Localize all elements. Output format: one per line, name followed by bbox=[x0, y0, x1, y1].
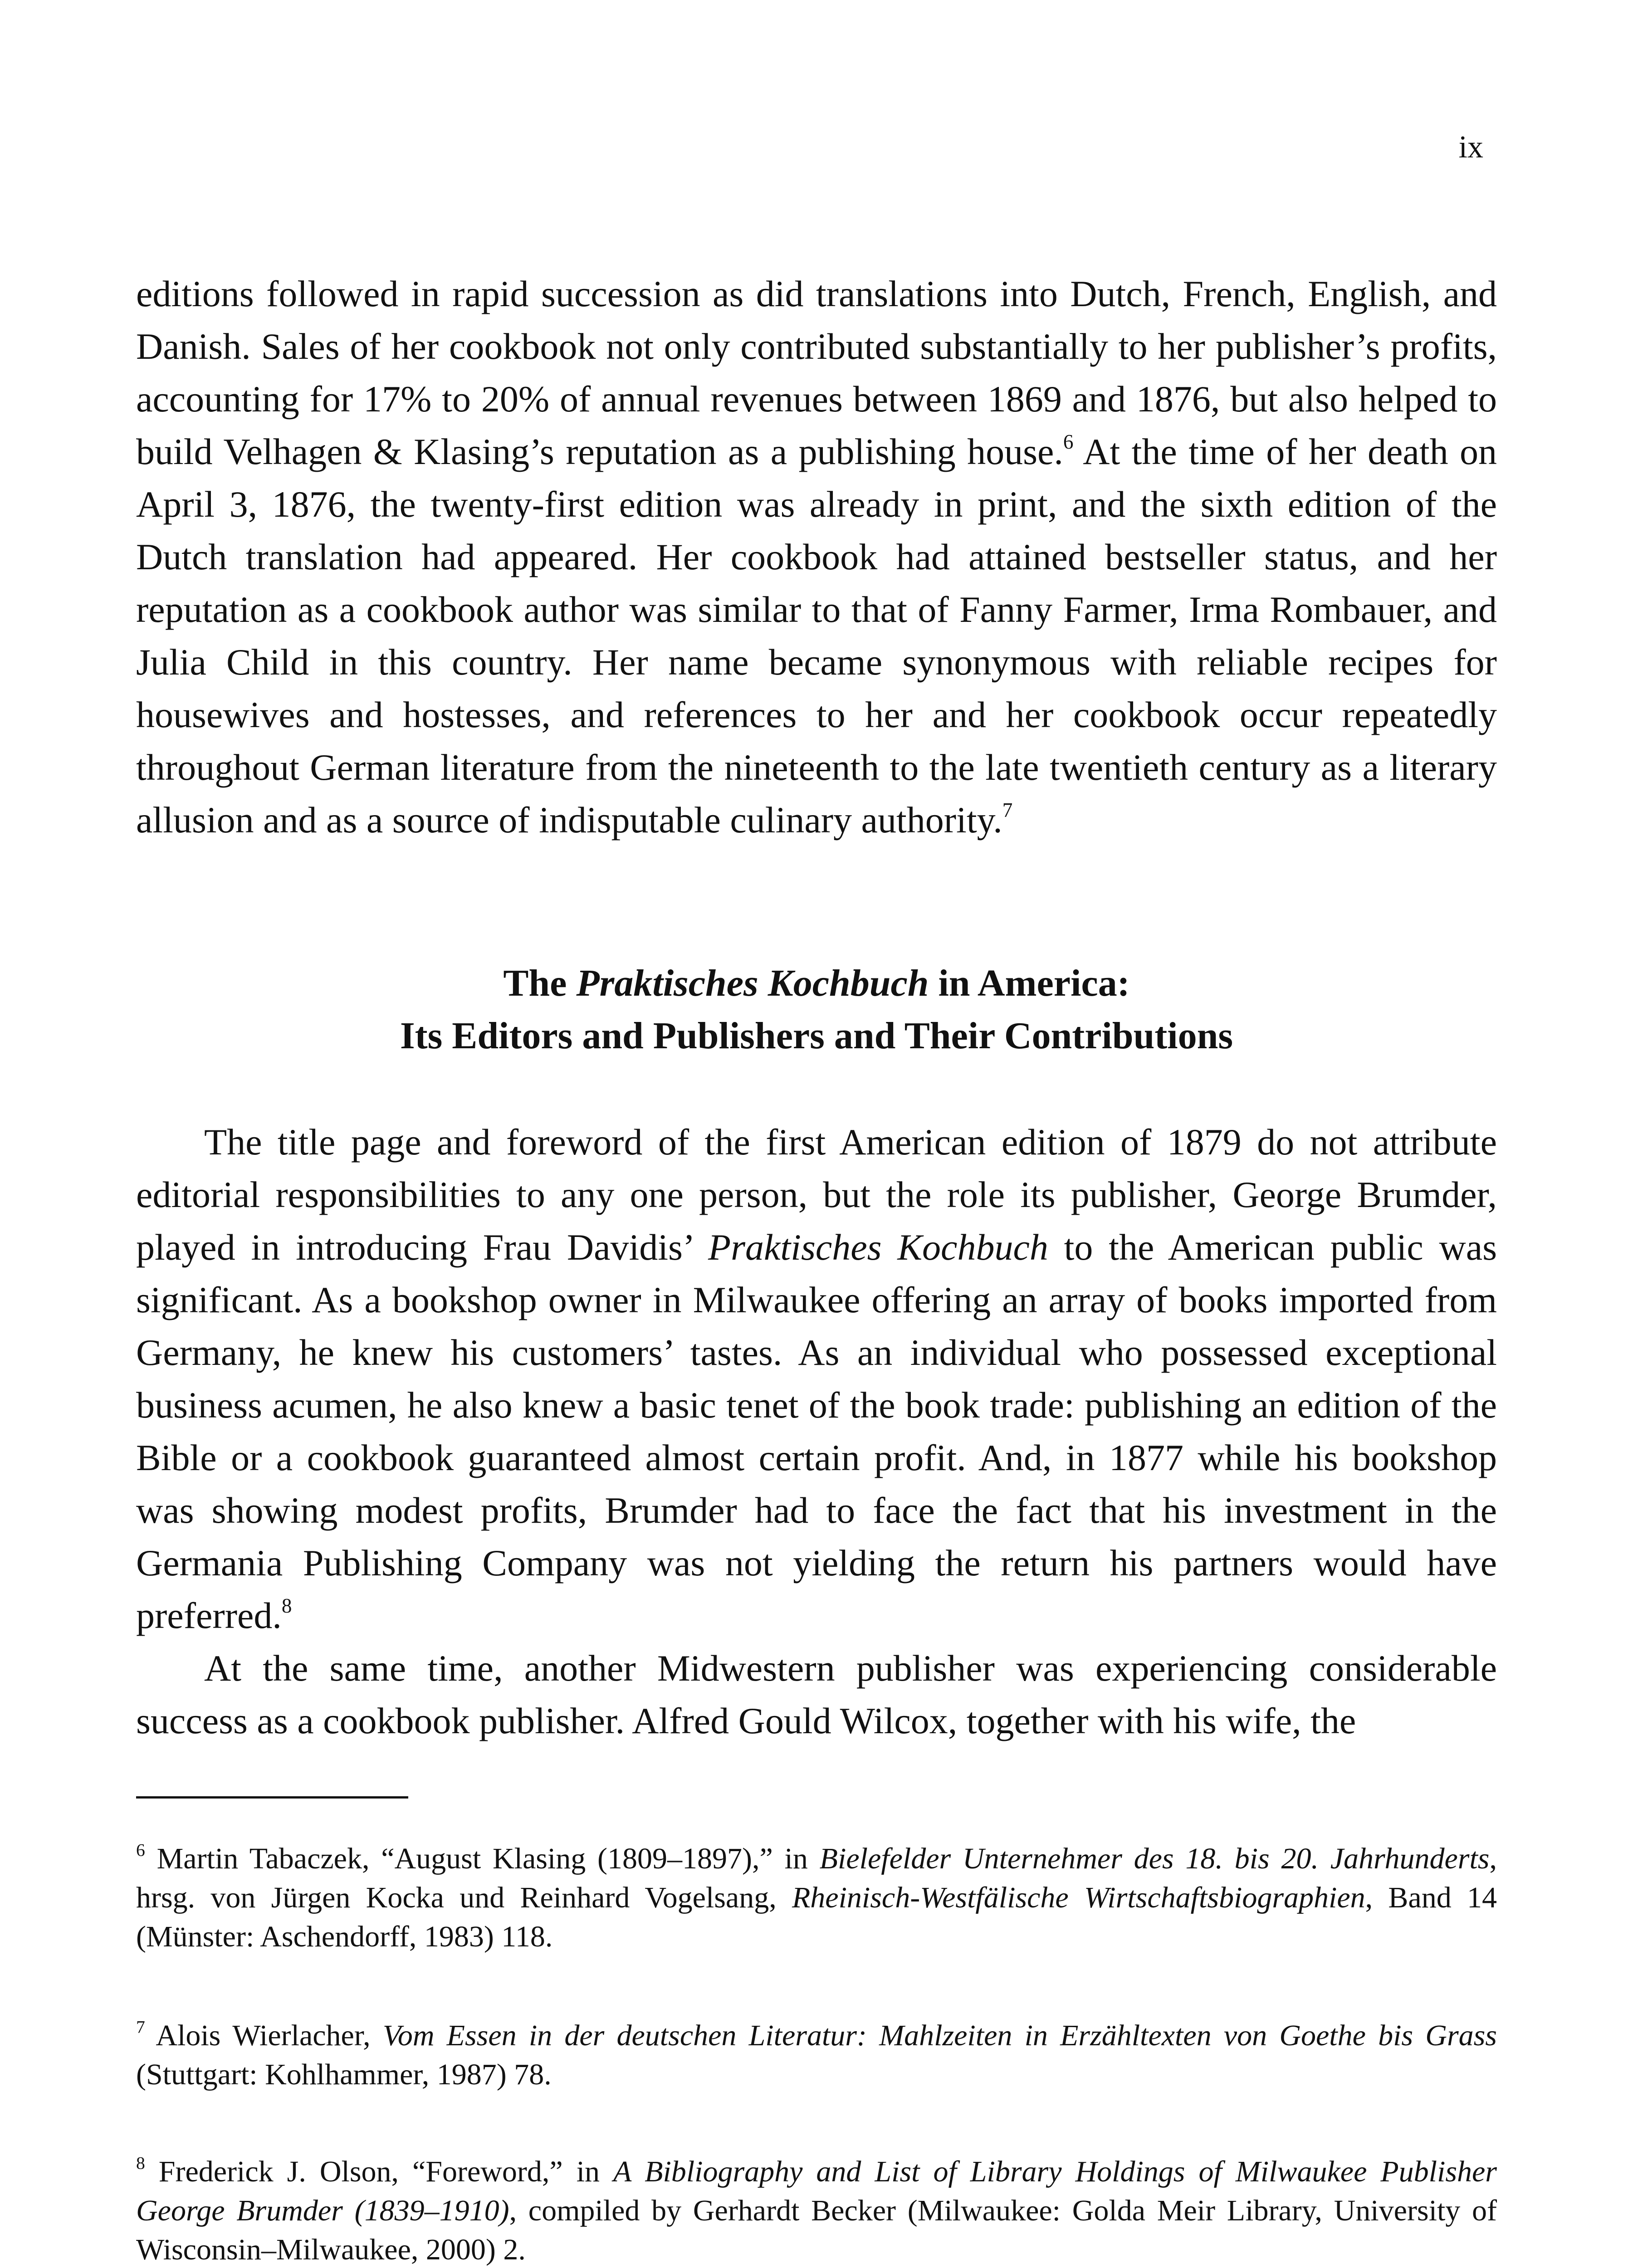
paragraph-text: The title page and foreword of the first American edition of 1879 do not attribute editorial responsibilities to any one person, but the role its publisher, George Brumder, played in introducing Frau Davidis’ bbox=[136, 1121, 1497, 1268]
section-heading-line-1 bbox=[136, 957, 1497, 1010]
footnote-8 bbox=[136, 2152, 1497, 2268]
footnote-7 bbox=[136, 2016, 1497, 2094]
footnote-title: Vom Essen in der deutschen Literatur: Mahlzeiten in Erzähltexten von Goethe bis Grass bbox=[382, 2019, 1497, 2052]
paragraph-wilcox: At the same time, another Midwestern publisher was experiencing considerable success as a cookbook publisher. Alfred Gould Wilcox, together with his wife, the bbox=[136, 1647, 1497, 1741]
footnote-text: , Band 14 (Münster: Aschendorff, 1983) 118. bbox=[136, 1881, 1497, 1953]
footnote-6 bbox=[136, 1839, 1497, 1956]
page-number: ix bbox=[1458, 130, 1483, 165]
heading-text: The bbox=[503, 962, 577, 1004]
opening-paragraph-block bbox=[136, 268, 1497, 846]
heading-book-title: Praktisches Kochbuch bbox=[576, 962, 929, 1004]
book-title: Praktisches Kochbuch bbox=[708, 1227, 1048, 1268]
footnote-reference-6: 6 bbox=[1063, 430, 1074, 454]
paragraph-text: At the time of her death on April 3, 1876, the twenty-first edition was already in print, and the sixth edition of the Dutch translation had appeared. Her cookbook had attained bestseller status, and her reputation as a cookbook author was similar to that of Fanny Farmer, Irma Rombauer, and Julia Child in this country. Her name became synonymous with reliable recipes for housewives and hostesses, and references to her and her cookbook occur repeatedly throughout German literature from the nineteenth to the late twentieth century as a literary allusion and as a source of indisputable culinary authority. bbox=[136, 431, 1497, 841]
footnote-text: (Stuttgart: Kohlhammer, 1987) 78. bbox=[136, 2058, 552, 2091]
footnote-number: 7 bbox=[136, 2017, 145, 2037]
footnote-text: , hrsg. von Jürgen Kocka und Reinhard Vogelsang, bbox=[136, 1842, 1497, 1914]
footnote-reference-7: 7 bbox=[1002, 799, 1013, 822]
footnote-title: Rheinisch-Westfälische Wirtschaftsbiographien bbox=[792, 1881, 1365, 1914]
paragraph-brumder bbox=[136, 1116, 1497, 1642]
footnote-text: Alois Wierlacher, bbox=[145, 2019, 383, 2052]
footnote-reference-8: 8 bbox=[281, 1594, 292, 1618]
footnote-title: Bielefelder Unternehmer des 18. bis 20. Jahrhunderts bbox=[819, 1842, 1490, 1875]
footnote-number: 8 bbox=[136, 2153, 145, 2173]
section-heading bbox=[136, 957, 1497, 1062]
footnote-text: Martin Tabaczek, “August Klasing (1809–1897),” in bbox=[145, 1842, 820, 1875]
paragraph-text: editions followed in rapid succession as did translations into Dutch, French, English, and Danish. Sales of her cookbook not only contributed substantially to her publisher’s profits, accounting for 17% to 20% of annual revenues between 1869 and 1876, but also helped to build Velhagen & Klasing’s reputation as a publishing house. bbox=[136, 273, 1497, 472]
section-heading-line-2: Its Editors and Publishers and Their Contributions bbox=[400, 1015, 1233, 1057]
paragraph-text: to the American public was significant. As a bookshop owner in Milwaukee offering an array of books imported from Germany, he knew his customers’ tastes. As an individual who possessed exceptional business acumen, he also knew a basic tenet of the book trade: publishing an edition of the Bible or a cookbook guaranteed almost certain profit. And, in 1877 while his bookshop was showing modest profits, Brumder had to face the fact that his investment in the Germania Publishing Company was not yielding the return his partners would have preferred. bbox=[136, 1227, 1497, 1636]
footnote-text: , compiled by Gerhardt Becker (Milwaukee: Golda Meir Library, University of Wisconsin–Milwaukee, 2000) 2. bbox=[136, 2194, 1497, 2266]
footnote-text: Frederick J. Olson, “Foreword,” in bbox=[145, 2155, 614, 2188]
footnote-number: 6 bbox=[136, 1840, 145, 1860]
section-body bbox=[136, 1116, 1497, 1747]
footnote-divider bbox=[136, 1796, 408, 1799]
footnote-title: A Bibliography and List of Library Holdings of Milwaukee Publisher George Brumder (1839–1910) bbox=[136, 2155, 1497, 2227]
paragraph-sales-and-reputation bbox=[136, 268, 1497, 846]
heading-text: in America: bbox=[929, 962, 1130, 1004]
